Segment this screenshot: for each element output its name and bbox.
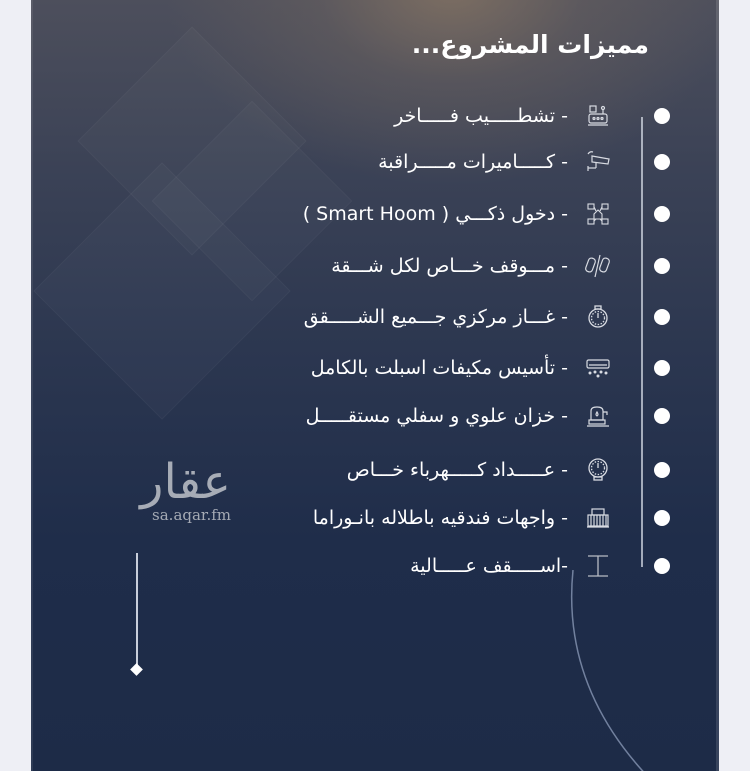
timeline-dot (654, 108, 670, 124)
feature-label: - دخول ذكـــي ( Smart Hoom ) (302, 203, 568, 225)
timeline-dot (654, 258, 670, 274)
parking-cars-icon (582, 250, 614, 282)
timeline-dot (654, 206, 670, 222)
feature-item (181, 297, 661, 337)
feature-label: - غـــاز مركزي جـــميع الشـــــقق (303, 306, 568, 328)
timeline-dot (654, 309, 670, 325)
electric-meter-icon (582, 454, 614, 486)
security-camera-icon (582, 146, 614, 178)
decorative-diamond (130, 663, 143, 676)
feature-item (181, 142, 661, 182)
feature-item (181, 498, 661, 538)
feature-item (181, 194, 661, 234)
feature-item (181, 246, 661, 286)
smart-home-icon (582, 198, 614, 230)
feature-item (181, 450, 661, 490)
decorative-arc (561, 570, 719, 771)
timeline-dot (654, 510, 670, 526)
feature-label: - مـــوقف خـــاص لكل شـــقة (331, 255, 568, 277)
page-title: مميزات المشروع... (411, 30, 649, 59)
feature-label: -اســـــقف عـــــالية (410, 555, 568, 577)
timeline-dot (654, 360, 670, 376)
card-edge (31, 0, 33, 771)
watermark-url: sa.aqar.fm (152, 506, 231, 524)
luxury-finishing-icon (582, 100, 614, 132)
feature-item (181, 348, 661, 388)
timeline-dot (654, 408, 670, 424)
feature-label: - عـــــداد كـــــهرباء خـــاص (346, 459, 568, 481)
decorative-line (136, 553, 138, 665)
water-tank-icon (582, 400, 614, 432)
air-conditioner-icon (582, 352, 614, 384)
timeline-dot (654, 154, 670, 170)
feature-item (181, 396, 661, 436)
feature-label: - خزان علوي و سفلي مستقـــــل (305, 405, 568, 427)
feature-label: - تشطـــــيب فـــــاخر (394, 105, 568, 127)
feature-item (181, 96, 661, 136)
features-card (31, 0, 719, 771)
feature-label: - واجهات فندقيه باطلاله بانـوراما (312, 507, 568, 529)
hotel-facade-icon (582, 502, 614, 534)
feature-label: - كـــــاميرات مـــــراقبة (378, 151, 568, 173)
watermark-arabic: عقار (140, 454, 231, 510)
feature-label: - تأسيس مكيفات اسبلت بالكامل (310, 357, 568, 379)
timeline-dot (654, 462, 670, 478)
gas-gauge-icon (582, 301, 614, 333)
aqar-watermark (111, 456, 231, 524)
